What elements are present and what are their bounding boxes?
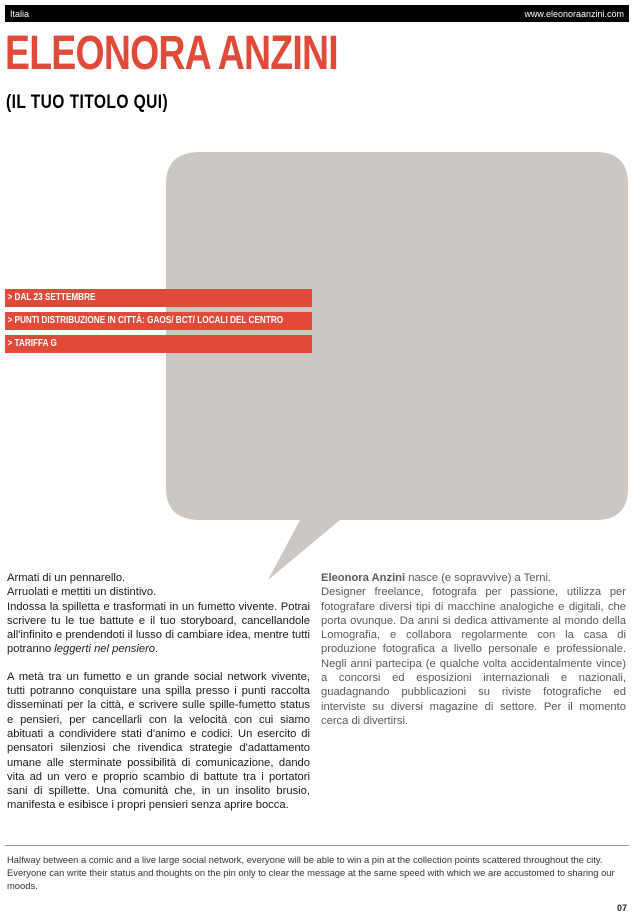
intro-line: Arruolati e mettiti un distintivo. (7, 586, 157, 599)
description-paragraph: A metà tra un fumetto e un grande social network vivente, tutti potranno conquistare una spilla presso i punti raccolta disseminati per la città, e scrivere sulle spille-fumetto status e pensieri, per cancellarli con la velocità con cui siamo abituati a condividere stati d'animo e codici. Un esercito di pensatori silenziosi che rivendica strategie d'adattamento umane alle sterminate possibilità di comunicazione, dando vita ad un vero e proprio scambio di battute tra i portatori sani di spillette. Una comunità che, in un insolito brusio, manifesta e esibisce i propri pensieri senza aprire bocca. (7, 670, 310, 812)
divider (5, 845, 629, 846)
bio-column (321, 571, 626, 728)
italian-description-column (7, 571, 310, 813)
info-bar-date-text: > DAL 23 SETTEMBRE (7, 292, 96, 303)
header-country: Italia (10, 9, 30, 19)
speech-bubble-shape (166, 152, 628, 580)
info-bar-rate-text: > TARIFFA G (7, 338, 57, 349)
english-summary: Halfway between a comic and a live large social network, everyone will be able to win a pin at the collection points scattered throughout the city. Everyone can write their status and thoughts on the pin only to clear the message at the same speed with which we are accustomed to sharing our moods. (7, 854, 615, 891)
bio-paragraph: Designer freelance, fotografa per passione, utilizza per fotografare diversi tipi di macchine analogiche e digitali, che porta ovunque. Da anni si dedica attivamente al mondo della Lomografia, e collabora regolarmente con la casa di produzione fotografica a livello personale e professionale. Negli anni partecipa (e qualche volta accidentalmente vince) a concorsi ed esposizioni internazionali e nazionali, guadagnando pubblicazioni su riviste fotografiche ed interviste su diversi magazine di settore. Per il momento cerca di divertirsi. (321, 586, 626, 727)
info-bar-rate (5, 335, 312, 353)
info-bar-date (5, 289, 312, 307)
intro-line: Armati di un pennarello. (7, 572, 126, 584)
page-number: 07 (616, 903, 627, 913)
page-subtitle: (IL TUO TITOLO QUI) (6, 92, 169, 113)
italic-phrase: leggerti nel pensiero (54, 643, 156, 656)
author-name: Eleonora Anzini (321, 572, 406, 584)
intro-paragraph: Indossa la spilletta e trasformati in un fumetto vivente. Potrai scrivere tu le tue battute e il tuo storyboard, cancellandole all'infinito e prendendoti il lusso di cambiare idea, mentre tutti potranno leggerti nel pensiero. (7, 600, 310, 656)
info-bar-distribution (5, 312, 312, 330)
bio-intro: Eleonora Anzini nasce (e sopravvive) a Terni. (321, 572, 552, 584)
page-title: ELEONORA ANZINI (5, 27, 338, 80)
header-website[interactable]: www.eleonoraanzini.com (524, 9, 624, 19)
info-bar-distribution-text: > PUNTI DISTRIBUZIONE IN CITTÀ: GAOS/ BCT/ LOCALI DEL CENTRO (7, 315, 284, 326)
